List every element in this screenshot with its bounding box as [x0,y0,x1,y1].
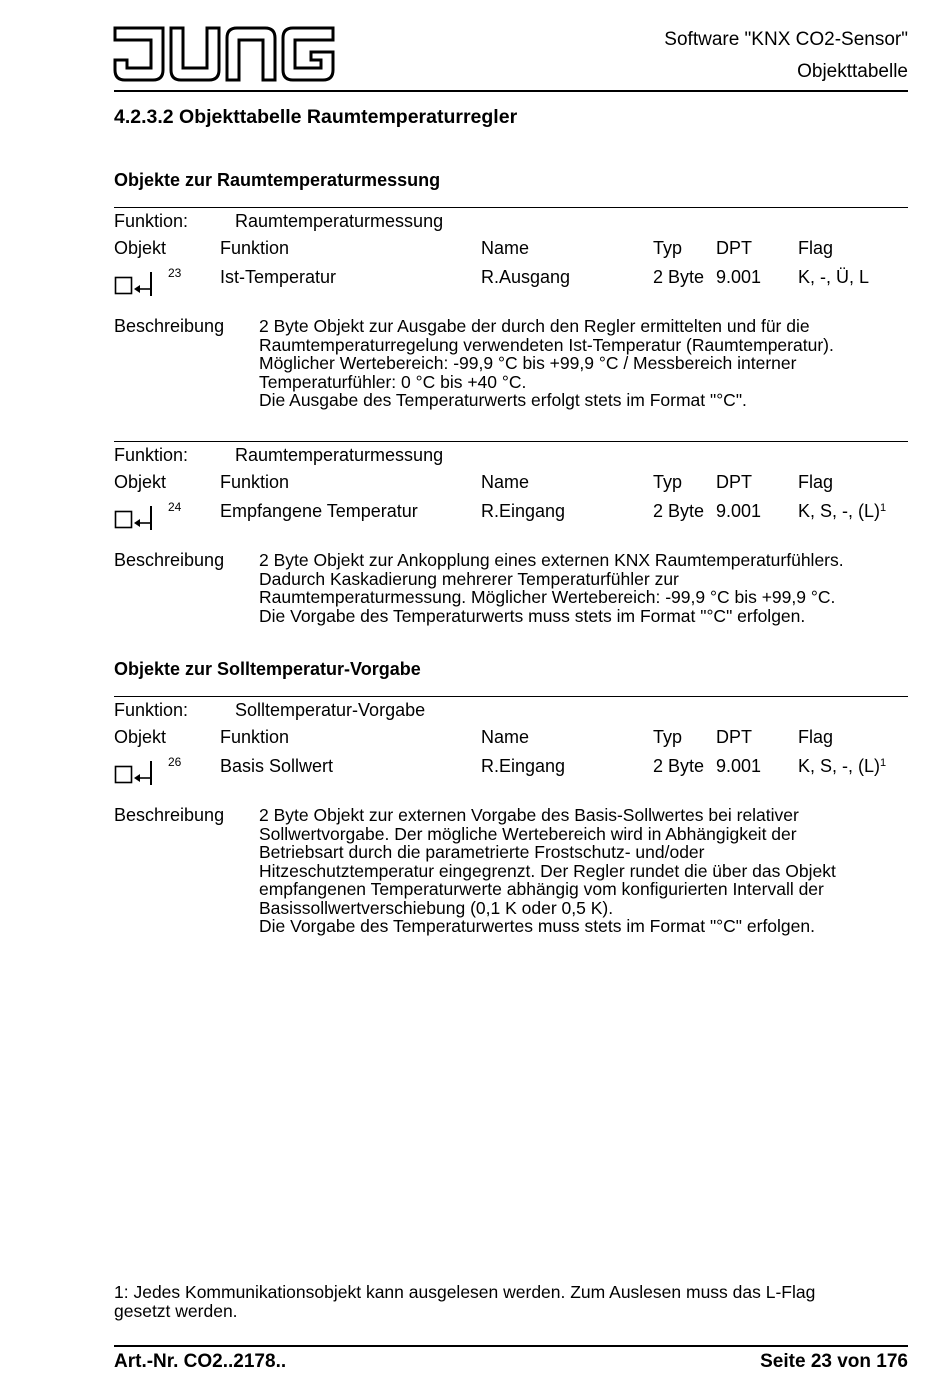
col-typ: Typ [653,238,683,258]
funktion-group: Raumtemperaturmessung [235,211,444,231]
object-dpt: 9.001 [716,501,762,521]
col-name: Name [481,472,530,492]
col-funktion: Funktion [220,238,290,258]
object-funktion: Ist-Temperatur [220,267,337,287]
col-flag: Flag [798,472,834,492]
footnote-ref: 1 [880,757,887,769]
col-dpt: DPT [716,727,752,747]
object-flag: K, -, Ü, L [798,267,870,287]
object-name: R.Ausgang [481,267,571,287]
object-number: 26 [168,755,182,769]
object-flag: K, S, -, $(L)^1$ [798,756,887,776]
object-dpt: 9.001 [716,267,762,287]
footer-article-number: Art.-Nr. CO2..2178.. [114,1351,287,1372]
page-title: 4.2.3.2 Objekttabelle Raumtemperaturregler [114,106,518,128]
section-rule [114,696,908,697]
object-name: R.Eingang [481,501,566,521]
object-typ: 2 Byte [653,501,705,521]
col-name: Name [481,727,530,747]
header-section-title: Objekttabelle [797,61,908,82]
funktion-group: Solltemperatur-Vorgabe [235,700,426,720]
col-dpt: DPT [716,472,752,492]
section-rule [114,441,908,442]
funktion-group: Raumtemperaturmessung [235,445,444,465]
beschreibung-label: Beschreibung [114,805,225,825]
group-heading: Objekte zur Solltemperatur-Vorgabe [114,659,421,679]
col-name: Name [481,238,530,258]
col-funktion: Funktion [220,727,290,747]
object-typ: 2 Byte [653,267,705,287]
communication-object-icon [114,504,156,532]
object-description: 2 Byte Objekt zur Ankopplung eines externen KNX Raumtemperaturfühlers. Dadurch Kaskadierung mehrerer Temperaturfühler zur Raumtemperaturmessung. Möglicher Wertebereich: -99,9 °C bis +99,9 °C. Die Vorgabe des Temperaturwerts muss stets im Format "°C" erfolgen. [259,550,844,626]
object-number: 24 [168,500,182,514]
beschreibung-label: Beschreibung [114,550,225,570]
col-objekt: Objekt [114,727,167,747]
col-typ: Typ [653,727,683,747]
group-heading: Objekte zur Raumtemperaturmessung [114,170,441,190]
col-funktion: Funktion [220,472,290,492]
object-funktion: Basis Sollwert [220,756,334,776]
object-flag: K, S, -, $(L)^1$ [798,501,887,521]
communication-object-icon [114,759,156,787]
col-dpt: DPT [716,238,752,258]
funktion-label: Funktion: [114,211,189,231]
communication-object-icon [114,270,156,298]
header-software-title: Software "KNX CO2-Sensor" [664,29,908,50]
footnote: 1: Jedes Kommunikationsobjekt kann ausgelesen werden. Zum Auslesen muss das L-Flag gesetzt werden. [114,1282,816,1321]
col-flag: Flag [798,238,834,258]
object-dpt: 9.001 [716,756,762,776]
object-description: 2 Byte Objekt zur externen Vorgabe des Basis-Sollwertes bei relativer Sollwertvorgabe. Der mögliche Wertebereich wird in Abhängigkeit der Betriebsart durch die parametrierte Frostschutz- und/oder Hitzeschutztemperatur eingegrenzt. Der Regler rundet die über das Objekt empfangenen Temperaturwerte abhängig vom konfigurierten Intervall der Basissollwertverschiebung (0,1 K oder 0,5 K). Die Vorgabe des Temperaturwertes muss stets im Format "°C" erfolgen. [259,805,836,936]
footer-rule [114,1345,908,1347]
object-typ: 2 Byte [653,756,705,776]
object-number: 23 [168,266,182,280]
footnote-ref: 1 [880,502,887,514]
col-flag: Flag [798,727,834,747]
object-name: R.Eingang [481,756,566,776]
funktion-label: Funktion: [114,445,189,465]
col-objekt: Objekt [114,238,167,258]
funktion-label: Funktion: [114,700,189,720]
section-rule [114,207,908,208]
object-description: 2 Byte Objekt zur Ausgabe der durch den Regler ermittelten und für die Raumtemperaturregelung verwendeten Ist-Temperatur (Raumtemperatur). Möglicher Wertebereich: -99,9 °C bis +99,9 °C / Messbereich interner Temperaturfühler: 0 °C bis +40 °C. Die Ausgabe des Temperaturwerts erfolgt stets im Format "°C". [259,316,834,410]
header-rule [114,90,908,92]
footer-page-number: Seite 23 von 176 [760,1351,908,1372]
jung-logo [113,26,337,84]
col-objekt: Objekt [114,472,167,492]
col-typ: Typ [653,472,683,492]
beschreibung-label: Beschreibung [114,316,225,336]
object-funktion: Empfangene Temperatur [220,501,418,521]
